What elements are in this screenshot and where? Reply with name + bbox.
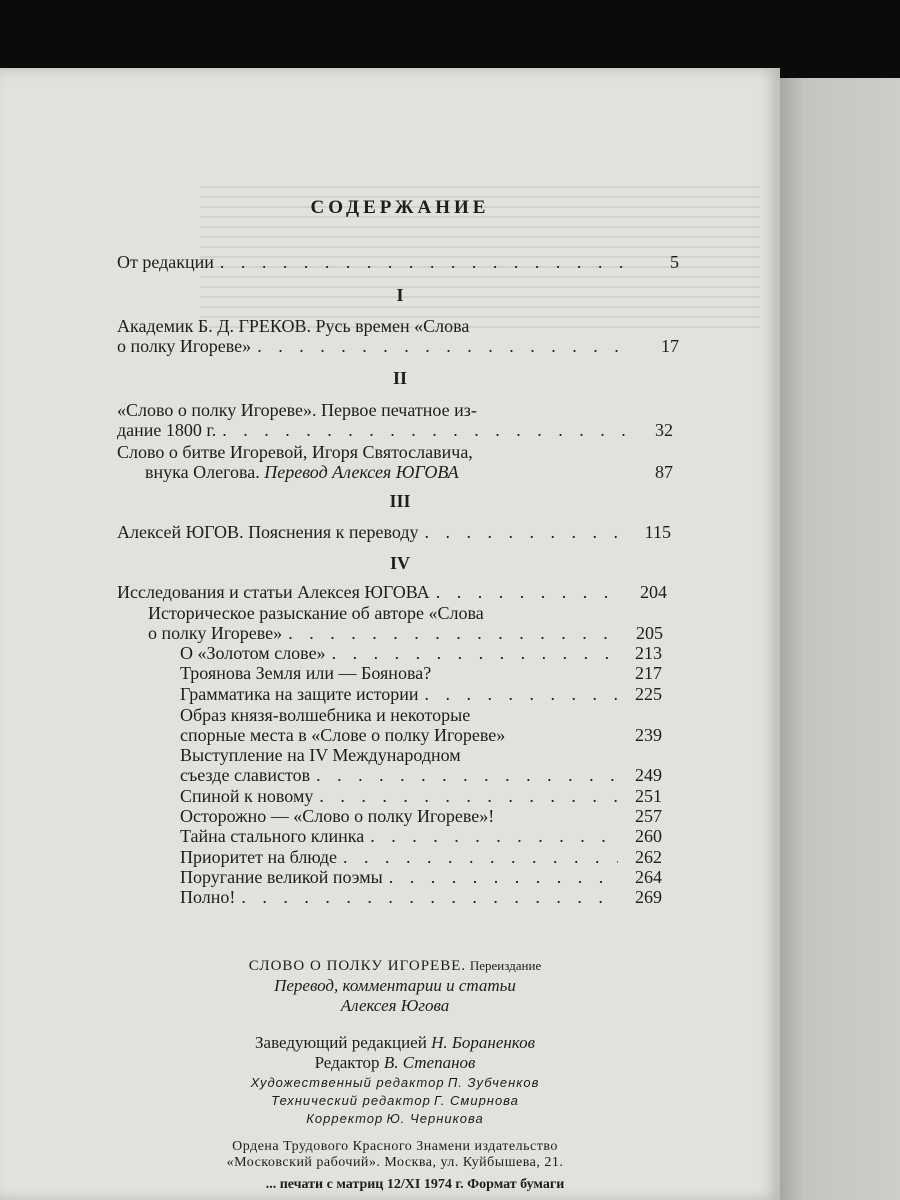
corrector-label: Корректор xyxy=(306,1111,384,1126)
leader-dots xyxy=(319,786,618,806)
entry-title-line2: о полку Игореве» xyxy=(117,336,252,356)
leader-dots xyxy=(288,623,619,643)
page-number: 115 xyxy=(644,522,671,542)
leader-dots xyxy=(222,420,629,440)
toc-entry-grekov xyxy=(117,316,679,356)
toc-title: СОДЕРЖАНИЕ xyxy=(310,197,490,218)
imprint-print-info: ... печати с матриц 12/XI 1974 г. Формат бумаги xyxy=(265,1177,565,1192)
toc-entry-translation xyxy=(117,442,673,482)
entry-title: Поругание великой поэмы xyxy=(180,867,383,887)
page-number: 205 xyxy=(636,623,663,643)
entry-title-line1: Академик Б. Д. ГРЕКОВ. Русь времен «Слова xyxy=(117,316,470,336)
entry-title-line2: внука Олегова. xyxy=(145,462,260,482)
leader-dots xyxy=(370,826,618,846)
page-number: 264 xyxy=(635,867,662,887)
toc-subentry xyxy=(180,643,662,663)
translation-line1: Перевод, комментарии и статьи xyxy=(274,976,516,995)
toc-subentry xyxy=(180,745,662,785)
translation-line2: Алексея Югова xyxy=(340,996,450,1015)
leader-dots xyxy=(332,643,618,663)
leader-dots xyxy=(257,336,635,356)
entry-title: Грамматика на защите истории xyxy=(180,684,419,704)
imprint-corrector xyxy=(0,1111,790,1127)
toc-subentry xyxy=(180,663,662,683)
leader-dots xyxy=(220,252,635,272)
page-number: 251 xyxy=(635,786,662,806)
toc-entry-notes xyxy=(117,522,671,542)
entry-title-line1: «Слово о полку Игореве». Первое печатное из- xyxy=(117,400,477,420)
entry-translator: Перевод Алексея ЮГОВА xyxy=(264,462,459,482)
entry-title: Алексей ЮГОВ. Пояснения к переводу xyxy=(117,522,419,542)
entry-title-line1: Слово о битве Игоревой, Игоря Святославича, xyxy=(117,442,473,462)
page-number: 260 xyxy=(635,826,662,846)
entry-title: Троянова Земля или — Боянова? xyxy=(180,663,432,683)
entry-title: От редакции xyxy=(117,252,214,272)
page-number: 225 xyxy=(635,684,662,704)
editor-name: В. Степанов xyxy=(383,1053,476,1072)
entry-title-line2: о полку Игореве» xyxy=(148,623,283,643)
publisher-line2: «Московский рабочий». Москва, ул. Куйбышева, 21. xyxy=(226,1155,564,1170)
toc-subentry xyxy=(180,806,662,826)
section-heading-3: III xyxy=(389,491,411,511)
entry-title-line1: Историческое разыскание об авторе «Слова xyxy=(148,603,484,623)
toc-subentry xyxy=(180,867,662,887)
art-editor-label: Художественный редактор xyxy=(250,1075,445,1090)
tech-editor-name: Г. Смирнова xyxy=(434,1093,519,1108)
entry-title: Полно! xyxy=(180,887,236,907)
toc-subentry xyxy=(180,847,662,867)
leader-dots xyxy=(241,887,618,907)
entry-title: Спиной к новому xyxy=(180,786,314,806)
art-editor-name: П. Зубченков xyxy=(447,1075,540,1090)
leader-dots xyxy=(425,522,627,542)
leader-dots xyxy=(425,684,619,704)
entry-title: Приоритет на блюде xyxy=(180,847,337,867)
page-number: 269 xyxy=(635,887,662,907)
leader-dots xyxy=(436,582,623,602)
leader-dots xyxy=(343,847,618,867)
imprint-publisher xyxy=(0,1139,790,1171)
imprint-book-title xyxy=(0,958,790,975)
entry-title-line1: Образ князя-волшебника и некоторые xyxy=(180,705,471,725)
leader-dots xyxy=(316,765,618,785)
toc-subentry xyxy=(180,826,662,846)
imprint-editor xyxy=(0,1053,790,1073)
next-page-edge xyxy=(780,78,900,1200)
imprint-translation xyxy=(0,976,790,1016)
page-number: 239 xyxy=(635,725,662,745)
book-title: СЛОВО О ПОЛКУ ИГОРЕВЕ. xyxy=(248,958,467,974)
head-editor-label: Заведующий редакцией xyxy=(255,1033,427,1052)
page-number: 249 xyxy=(635,765,662,785)
page-number: 257 xyxy=(635,806,662,826)
tech-editor-label: Технический редактор xyxy=(271,1093,431,1108)
toc-subentry xyxy=(180,684,662,704)
entry-title: О «Золотом слове» xyxy=(180,643,326,663)
page-number: 87 xyxy=(655,462,673,482)
imprint-art-editor xyxy=(0,1075,790,1091)
toc-entry-editorial xyxy=(117,252,679,272)
section-heading-2: II xyxy=(392,368,407,388)
toc-subentry xyxy=(148,603,663,643)
entry-title-line2: спорные места в «Слове о полку Игореве» xyxy=(180,725,506,745)
publisher-line1: Ордена Трудового Красного Знамени издательство xyxy=(232,1139,558,1154)
entry-title-line2: съезде славистов xyxy=(180,765,311,785)
toc-subentry xyxy=(180,887,662,907)
toc-entry-first-edition xyxy=(117,400,673,440)
imprint-tech-editor xyxy=(0,1093,790,1109)
imprint-head-editor xyxy=(0,1033,790,1053)
toc-subentry xyxy=(180,705,662,745)
entry-title-line1: Выступление на IV Международном xyxy=(180,745,461,765)
head-editor-name: Н. Бораненков xyxy=(431,1033,535,1052)
corrector-name: Ю. Черникова xyxy=(386,1111,484,1126)
entry-title-line2: дание 1800 г. xyxy=(117,420,217,440)
page-number: 262 xyxy=(635,847,662,867)
section-heading-4: IV xyxy=(389,553,410,573)
section-heading-1: I xyxy=(396,285,404,305)
editor-label: Редактор xyxy=(314,1053,380,1072)
leader-dots xyxy=(389,867,618,887)
edition-label: Переиздание xyxy=(469,958,542,973)
page-number: 5 xyxy=(670,252,679,272)
page-number: 204 xyxy=(640,582,667,602)
entry-title: Тайна стального клинка xyxy=(180,826,365,846)
page-number: 213 xyxy=(635,643,662,663)
page-number: 217 xyxy=(635,663,662,683)
toc-subentry xyxy=(180,786,662,806)
entry-title: Осторожно — «Слово о полку Игореве»! xyxy=(180,806,495,826)
page-number: 32 xyxy=(655,420,673,440)
toc-entry-studies xyxy=(117,582,667,602)
entry-title: Исследования и статьи Алексея ЮГОВА xyxy=(117,582,430,602)
page-number: 17 xyxy=(661,336,679,356)
